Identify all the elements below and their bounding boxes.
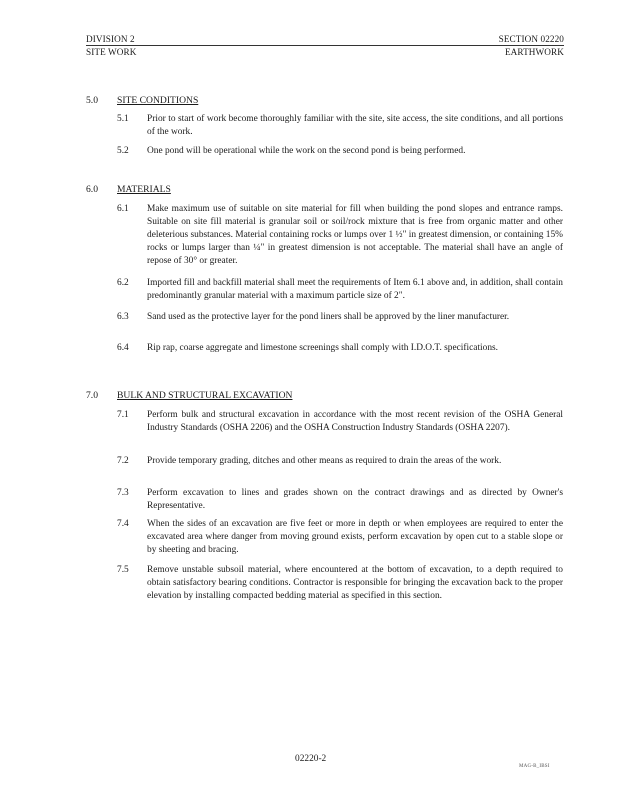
item-number: 6.3	[117, 312, 129, 322]
item-text: Perform bulk and structural excavation in accordance with the most recent revision of the OSHA General Industry Standards (OSHA 2206) and the OSHA Construction Industry Standards (OSHA 2207).	[147, 410, 563, 433]
header-subtitle: SITE WORK	[86, 47, 137, 57]
item-text: Provide temporary grading, ditches and other means as required to drain the areas of the work.	[147, 456, 502, 466]
item-text: When the sides of an excavation are five feet or more in depth or when employees are required to enter the excavated area where danger from moving ground exists, perform excavation by open cut to a stable slope or by sheeting and bracing.	[147, 519, 563, 555]
header-rule	[86, 45, 564, 46]
item-text: Sand used as the protective layer for the pond liners shall be approved by the liner manufacturer.	[147, 312, 510, 322]
item-text: Remove unstable subsoil material, where encountered at the bottom of excavation, to a depth required to obtain satisfactory bearing conditions. Contractor is responsible for bringing the excavation back to the proper elevation by installing compacted bedding material as specified in this section.	[147, 565, 563, 601]
section-title: MATERIALS	[117, 184, 171, 195]
item-text: Imported fill and backfill material shall meet the requirements of Item 6.1 above and, in addition, shall contain predominantly granular material with a maximum particle size of 2".	[147, 278, 563, 301]
section-title: BULK AND STRUCTURAL EXCAVATION	[117, 390, 293, 401]
page-number: 02220-2	[295, 754, 327, 764]
item-text: One pond will be operational while the work on the second pond is being performed.	[147, 146, 466, 156]
section-number: 5.0	[86, 95, 98, 106]
section-number: 7.0	[86, 390, 98, 401]
item-number: 6.1	[117, 204, 129, 214]
section-number: 6.0	[86, 184, 98, 195]
item-number: 7.3	[117, 488, 129, 498]
item-number: 7.1	[117, 410, 129, 420]
item-number: 6.4	[117, 343, 129, 353]
item-number: 5.2	[117, 146, 129, 156]
header-division: DIVISION 2	[86, 34, 135, 44]
item-number: 7.2	[117, 456, 129, 466]
item-text: Rip rap, coarse aggregate and limestone screenings shall comply with I.D.O.T. specifications.	[147, 343, 499, 353]
item-text: Prior to start of work become thoroughly familiar with the site, site access, the site conditions, and all portions of the work.	[147, 114, 563, 137]
item-number: 7.5	[117, 565, 129, 575]
header-section-name: EARTHWORK	[504, 47, 564, 57]
footer-stamp: MAG-B_IBSI	[519, 764, 550, 769]
item-text: Make maximum use of suitable on site material for fill when building the pond slopes and entrance ramps. Suitable on site fill material is granular soil or soil/rock mixture that is free from organic matter and other deleterious substances. Material containing rocks or lumps over 1 ½" in greatest dimension, or containing 15% rocks or lumps larger than ¼" in greatest dimension is not acceptable. The material shall have an angle of repose of 30° or greater.	[147, 204, 563, 266]
item-number: 5.1	[117, 114, 129, 124]
item-number: 7.4	[117, 519, 129, 529]
header-section: SECTION 02220	[498, 34, 564, 44]
item-number: 6.2	[117, 278, 129, 288]
item-text: Perform excavation to lines and grades shown on the contract drawings and as directed by Owner's Representative.	[147, 488, 563, 511]
section-title: SITE CONDITIONS	[117, 95, 199, 106]
